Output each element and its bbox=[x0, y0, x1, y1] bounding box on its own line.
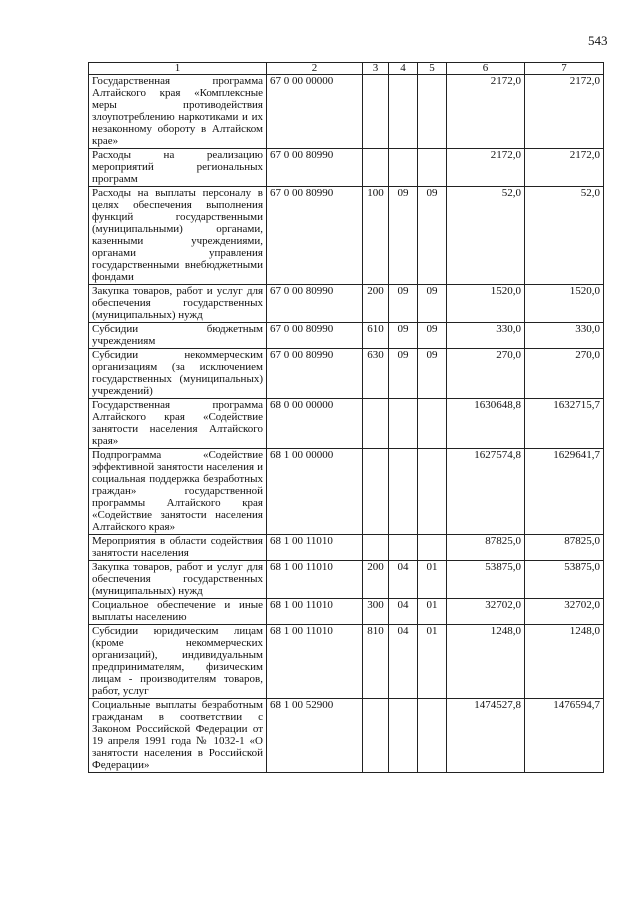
table-row bbox=[89, 599, 604, 625]
row-section-cell bbox=[389, 449, 418, 535]
row-amount-1-cell: 1520,0 bbox=[447, 285, 525, 323]
header-cell-name: 1 bbox=[89, 63, 267, 75]
table-row bbox=[89, 449, 604, 535]
row-subsection-cell: 09 bbox=[418, 187, 447, 285]
row-expense-type-cell bbox=[363, 149, 389, 187]
row-amount-2-cell: 1632715,7 bbox=[525, 399, 604, 449]
row-name-cell: Закупка товаров, работ и услуг для обеспечения государственных (муниципальных) нужд bbox=[89, 285, 267, 323]
row-section-cell: 04 bbox=[389, 599, 418, 625]
row-amount-1-cell: 1248,0 bbox=[447, 625, 525, 699]
table-row bbox=[89, 187, 604, 285]
row-name-cell: Государственная программа Алтайского края «Комплексные меры противодействия злоупотреблению наркотиками и их незаконному обороту в Алтайском крае» bbox=[89, 75, 267, 149]
row-section-cell bbox=[389, 535, 418, 561]
row-code-cell: 68 0 00 00000 bbox=[267, 399, 363, 449]
row-expense-type-cell bbox=[363, 75, 389, 149]
row-amount-2-cell: 2172,0 bbox=[525, 75, 604, 149]
row-subsection-cell: 09 bbox=[418, 349, 447, 399]
row-section-cell: 04 bbox=[389, 561, 418, 599]
row-amount-1-cell: 330,0 bbox=[447, 323, 525, 349]
row-subsection-cell bbox=[418, 699, 447, 773]
table-row bbox=[89, 535, 604, 561]
row-amount-1-cell: 32702,0 bbox=[447, 599, 525, 625]
row-code-cell: 68 1 00 11010 bbox=[267, 625, 363, 699]
row-amount-1-cell: 2172,0 bbox=[447, 75, 525, 149]
table-row bbox=[89, 149, 604, 187]
table-row bbox=[89, 699, 604, 773]
row-subsection-cell bbox=[418, 399, 447, 449]
row-expense-type-cell: 810 bbox=[363, 625, 389, 699]
row-name-cell: Социальные выплаты безработным гражданам в соответствии с Законом Российской Федерации от 19 апреля 1991 года № 1032-1 «О занятости населения в Российской Федерации» bbox=[89, 699, 267, 773]
row-code-cell: 68 1 00 11010 bbox=[267, 599, 363, 625]
header-cell-section: 4 bbox=[389, 63, 418, 75]
row-subsection-cell bbox=[418, 449, 447, 535]
row-expense-type-cell: 610 bbox=[363, 323, 389, 349]
row-expense-type-cell bbox=[363, 535, 389, 561]
row-code-cell: 67 0 00 80990 bbox=[267, 285, 363, 323]
row-amount-2-cell: 1629641,7 bbox=[525, 449, 604, 535]
row-amount-2-cell: 87825,0 bbox=[525, 535, 604, 561]
row-expense-type-cell: 200 bbox=[363, 561, 389, 599]
row-expense-type-cell bbox=[363, 399, 389, 449]
table-body bbox=[89, 75, 604, 773]
row-section-cell: 09 bbox=[389, 323, 418, 349]
row-name-cell: Закупка товаров, работ и услуг для обеспечения государственных (муниципальных) нужд bbox=[89, 561, 267, 599]
row-name-cell: Субсидии бюджетным учреждениям bbox=[89, 323, 267, 349]
row-section-cell: 04 bbox=[389, 625, 418, 699]
row-amount-2-cell: 270,0 bbox=[525, 349, 604, 399]
row-amount-2-cell: 1476594,7 bbox=[525, 699, 604, 773]
row-section-cell bbox=[389, 149, 418, 187]
row-section-cell: 09 bbox=[389, 187, 418, 285]
row-section-cell: 09 bbox=[389, 349, 418, 399]
row-name-cell: Субсидии некоммерческим организациям (за исключением государственных (муниципальных) учреждений) bbox=[89, 349, 267, 399]
row-code-cell: 68 1 00 00000 bbox=[267, 449, 363, 535]
row-amount-1-cell: 270,0 bbox=[447, 349, 525, 399]
row-name-cell: Подпрограмма «Содействие эффективной занятости населения и социальная поддержка безработных граждан» государственной программы Алтайского края «Содействие занятости населения Алтайского края» bbox=[89, 449, 267, 535]
header-cell-amount-1: 6 bbox=[447, 63, 525, 75]
header-cell-code: 2 bbox=[267, 63, 363, 75]
row-amount-2-cell: 2172,0 bbox=[525, 149, 604, 187]
page-number: 543 bbox=[588, 33, 608, 48]
row-section-cell bbox=[389, 699, 418, 773]
row-expense-type-cell: 200 bbox=[363, 285, 389, 323]
row-code-cell: 67 0 00 80990 bbox=[267, 149, 363, 187]
row-name-cell: Расходы на реализацию мероприятий региональных программ bbox=[89, 149, 267, 187]
row-subsection-cell: 01 bbox=[418, 625, 447, 699]
row-code-cell: 68 1 00 11010 bbox=[267, 561, 363, 599]
row-code-cell: 67 0 00 80990 bbox=[267, 349, 363, 399]
table-row bbox=[89, 75, 604, 149]
row-name-cell: Социальное обеспечение и иные выплаты населению bbox=[89, 599, 267, 625]
row-name-cell: Субсидии юридическим лицам (кроме некоммерческих организаций), индивидуальным предпринимателям, физическим лицам - производителям товаров, работ, услуг bbox=[89, 625, 267, 699]
row-code-cell: 67 0 00 00000 bbox=[267, 75, 363, 149]
row-section-cell: 09 bbox=[389, 285, 418, 323]
row-expense-type-cell: 630 bbox=[363, 349, 389, 399]
row-expense-type-cell: 300 bbox=[363, 599, 389, 625]
table-row bbox=[89, 285, 604, 323]
table-row bbox=[89, 399, 604, 449]
table-row bbox=[89, 349, 604, 399]
row-subsection-cell bbox=[418, 149, 447, 187]
row-subsection-cell: 01 bbox=[418, 561, 447, 599]
table-row bbox=[89, 323, 604, 349]
row-subsection-cell: 09 bbox=[418, 285, 447, 323]
row-name-cell: Мероприятия в области содействия занятости населения bbox=[89, 535, 267, 561]
row-expense-type-cell bbox=[363, 699, 389, 773]
row-amount-2-cell: 52,0 bbox=[525, 187, 604, 285]
row-amount-1-cell: 1627574,8 bbox=[447, 449, 525, 535]
row-code-cell: 68 1 00 52900 bbox=[267, 699, 363, 773]
row-code-cell: 68 1 00 11010 bbox=[267, 535, 363, 561]
table-header bbox=[89, 63, 604, 75]
row-name-cell: Расходы на выплаты персоналу в целях обеспечения выполнения функций государственными (муниципальными) органами, казенными учреждениями, органами управления государственными внебюджетными фондами bbox=[89, 187, 267, 285]
row-code-cell: 67 0 00 80990 bbox=[267, 323, 363, 349]
row-amount-1-cell: 1630648,8 bbox=[447, 399, 525, 449]
row-amount-1-cell: 87825,0 bbox=[447, 535, 525, 561]
row-subsection-cell: 09 bbox=[418, 323, 447, 349]
row-section-cell bbox=[389, 75, 418, 149]
row-amount-2-cell: 1248,0 bbox=[525, 625, 604, 699]
header-cell-subsection: 5 bbox=[418, 63, 447, 75]
table-row bbox=[89, 561, 604, 599]
row-name-cell: Государственная программа Алтайского края «Содействие занятости населения Алтайского края» bbox=[89, 399, 267, 449]
row-section-cell bbox=[389, 399, 418, 449]
row-amount-2-cell: 32702,0 bbox=[525, 599, 604, 625]
row-amount-2-cell: 1520,0 bbox=[525, 285, 604, 323]
row-expense-type-cell: 100 bbox=[363, 187, 389, 285]
table-row bbox=[89, 625, 604, 699]
header-cell-amount-2: 7 bbox=[525, 63, 604, 75]
budget-table bbox=[88, 62, 604, 773]
row-amount-2-cell: 53875,0 bbox=[525, 561, 604, 599]
header-row bbox=[89, 63, 604, 75]
row-expense-type-cell bbox=[363, 449, 389, 535]
row-amount-1-cell: 2172,0 bbox=[447, 149, 525, 187]
row-amount-1-cell: 1474527,8 bbox=[447, 699, 525, 773]
row-subsection-cell: 01 bbox=[418, 599, 447, 625]
header-cell-expense-type: 3 bbox=[363, 63, 389, 75]
row-amount-1-cell: 52,0 bbox=[447, 187, 525, 285]
row-subsection-cell bbox=[418, 75, 447, 149]
row-amount-1-cell: 53875,0 bbox=[447, 561, 525, 599]
row-subsection-cell bbox=[418, 535, 447, 561]
row-amount-2-cell: 330,0 bbox=[525, 323, 604, 349]
row-code-cell: 67 0 00 80990 bbox=[267, 187, 363, 285]
